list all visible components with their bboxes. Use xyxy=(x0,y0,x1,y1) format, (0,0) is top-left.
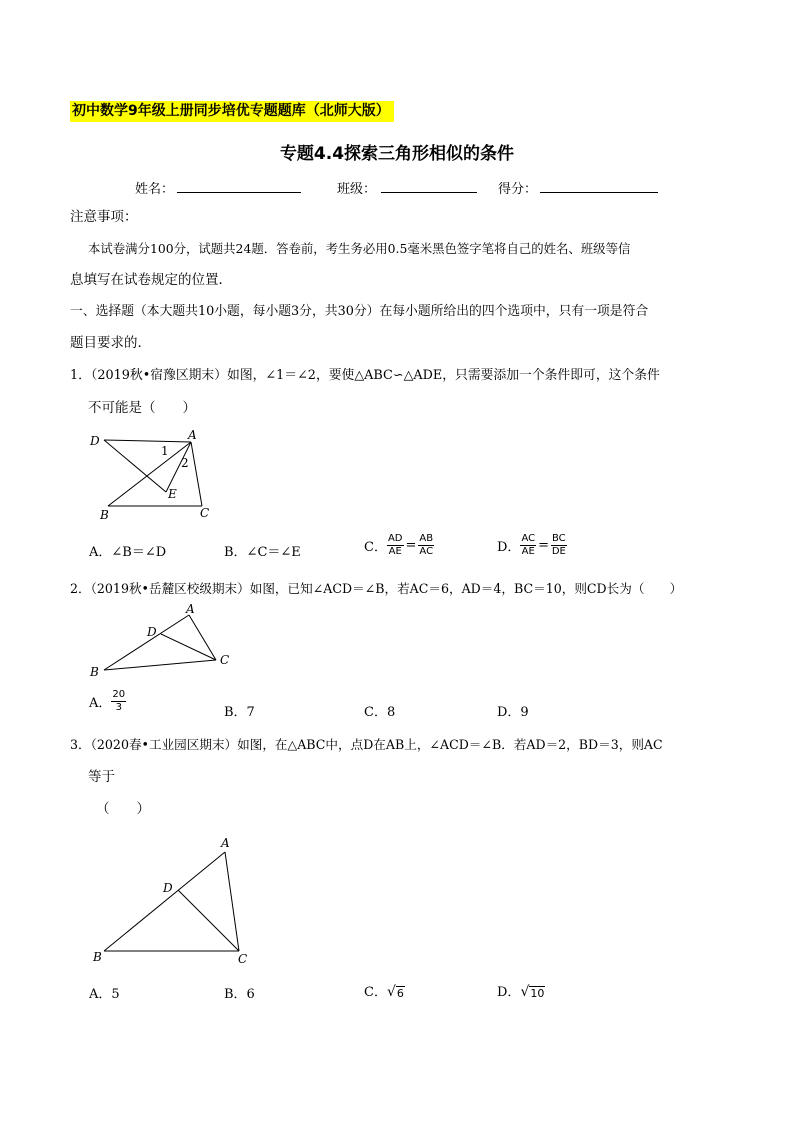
q3-option-a[interactable]: A．5 xyxy=(89,987,120,1002)
q1-stem-line-2: 不可能是（ ） xyxy=(88,400,196,416)
q1-option-c-prefix: C． xyxy=(364,540,387,555)
q2-option-d[interactable]: D．9 xyxy=(497,705,529,720)
q1-label-2: 2 xyxy=(181,456,189,470)
q1-option-a[interactable]: A．∠B＝∠D xyxy=(89,545,167,560)
page-title: 专题4.4探索三角形相似的条件 xyxy=(279,144,515,164)
q3-c-radicand: 6 xyxy=(396,987,404,1000)
q1-c-den2: AC xyxy=(419,546,434,557)
q3-label-d: D xyxy=(163,881,173,895)
q3-option-c[interactable] xyxy=(364,981,405,1000)
q3-figure xyxy=(84,832,264,967)
class-blank xyxy=(381,178,477,193)
q2-option-b[interactable]: B．7 xyxy=(224,705,255,720)
q2-label-d: D xyxy=(147,625,157,639)
name-label: 姓名： xyxy=(135,182,175,197)
q1-c-num1: AD xyxy=(387,533,403,544)
notice-heading: 注意事项： xyxy=(70,209,138,225)
q3-option-d[interactable] xyxy=(497,981,545,1000)
q3-stem-line-3: （ ） xyxy=(96,801,150,817)
notice-line-2: 息填写在试卷规定的位置． xyxy=(70,272,232,288)
q1-d-den2: DE xyxy=(551,546,566,557)
sqrt-icon: √ xyxy=(520,984,530,1000)
q2-option-a[interactable] xyxy=(89,689,126,714)
q1-option-b[interactable]: B．∠C＝∠E xyxy=(224,545,301,560)
q2-option-c[interactable]: C．8 xyxy=(364,705,396,720)
q1-c-den1: AE xyxy=(388,546,402,557)
name-blank xyxy=(177,178,301,193)
q1-option-d[interactable] xyxy=(497,533,567,558)
q1-label-b: B xyxy=(100,508,109,522)
series-banner: 初中数学9年级上册同步培优专题题库（北师大版） xyxy=(70,101,394,122)
sqrt-icon: √ xyxy=(386,984,396,1000)
q1-option-c[interactable] xyxy=(364,533,434,558)
q1-c-equals: = xyxy=(405,538,417,553)
q1-label-1: 1 xyxy=(161,444,169,458)
q1-figure xyxy=(84,424,224,524)
q3-label-b: B xyxy=(93,950,102,964)
score-blank xyxy=(540,178,658,193)
q1-d-den1: AE xyxy=(521,546,535,557)
q1-d-num2: BC xyxy=(552,533,566,544)
notice-line-1: 本试卷满分100分，试题共24题．答卷前，考生务必用0.5毫米黑色签字笔将自己的姓名、班级等信 xyxy=(88,241,631,256)
q1-d-num1: AC xyxy=(521,533,536,544)
section-heading-line-1: 一、选择题（本大题共10小题，每小题3分，共30分）在每小题所给出的四个选项中，只有一项是符合 xyxy=(70,304,649,319)
q3-label-c: C xyxy=(238,952,248,966)
q3-option-d-prefix: D． xyxy=(497,985,521,1000)
q3-option-c-prefix: C． xyxy=(364,985,387,1000)
q2-a-den: 3 xyxy=(115,702,122,713)
q1-label-c: C xyxy=(200,506,210,520)
q3-d-radicand: 10 xyxy=(530,987,545,1000)
q1-label-d: D xyxy=(90,434,100,448)
q1-c-num2: AB xyxy=(419,533,434,544)
q1-label-e: E xyxy=(168,487,177,501)
q2-label-a: A xyxy=(186,604,195,616)
q2-option-a-prefix: A． xyxy=(89,696,112,711)
q2-figure xyxy=(84,604,244,684)
q1-label-a: A xyxy=(188,428,197,442)
q3-option-b[interactable]: B．6 xyxy=(224,987,255,1002)
q1-d-equals: = xyxy=(538,538,549,553)
q3-stem-line-2: 等于 xyxy=(88,769,115,785)
q1-stem-line-1: 1．（2019秋•宿豫区期末）如图，∠1＝∠2，要使△ABC∽△ADE，只需要添加一个条件即可，这个条件 xyxy=(70,368,660,383)
score-label: 得分： xyxy=(498,182,538,197)
class-label: 班级： xyxy=(337,182,377,197)
q3-label-a: A xyxy=(221,836,230,850)
q1-option-d-prefix: D． xyxy=(497,540,521,555)
section-heading-line-2: 题目要求的． xyxy=(70,335,151,351)
q2-stem: 2．（2019秋•岳麓区校级期末）如图，已知∠ACD＝∠B，若AC＝6，AD＝4，BC＝10，则CD长为（ ） xyxy=(70,581,683,596)
q3-stem-line-1: 3．（2020春•工业园区期末）如图，在△ABC中，点D在AB上，∠ACD＝∠B．若AD＝2，BD＝3，则AC xyxy=(70,737,663,752)
q2-label-c: C xyxy=(220,653,230,667)
q2-label-b: B xyxy=(90,665,99,679)
q2-a-num: 20 xyxy=(112,689,126,700)
